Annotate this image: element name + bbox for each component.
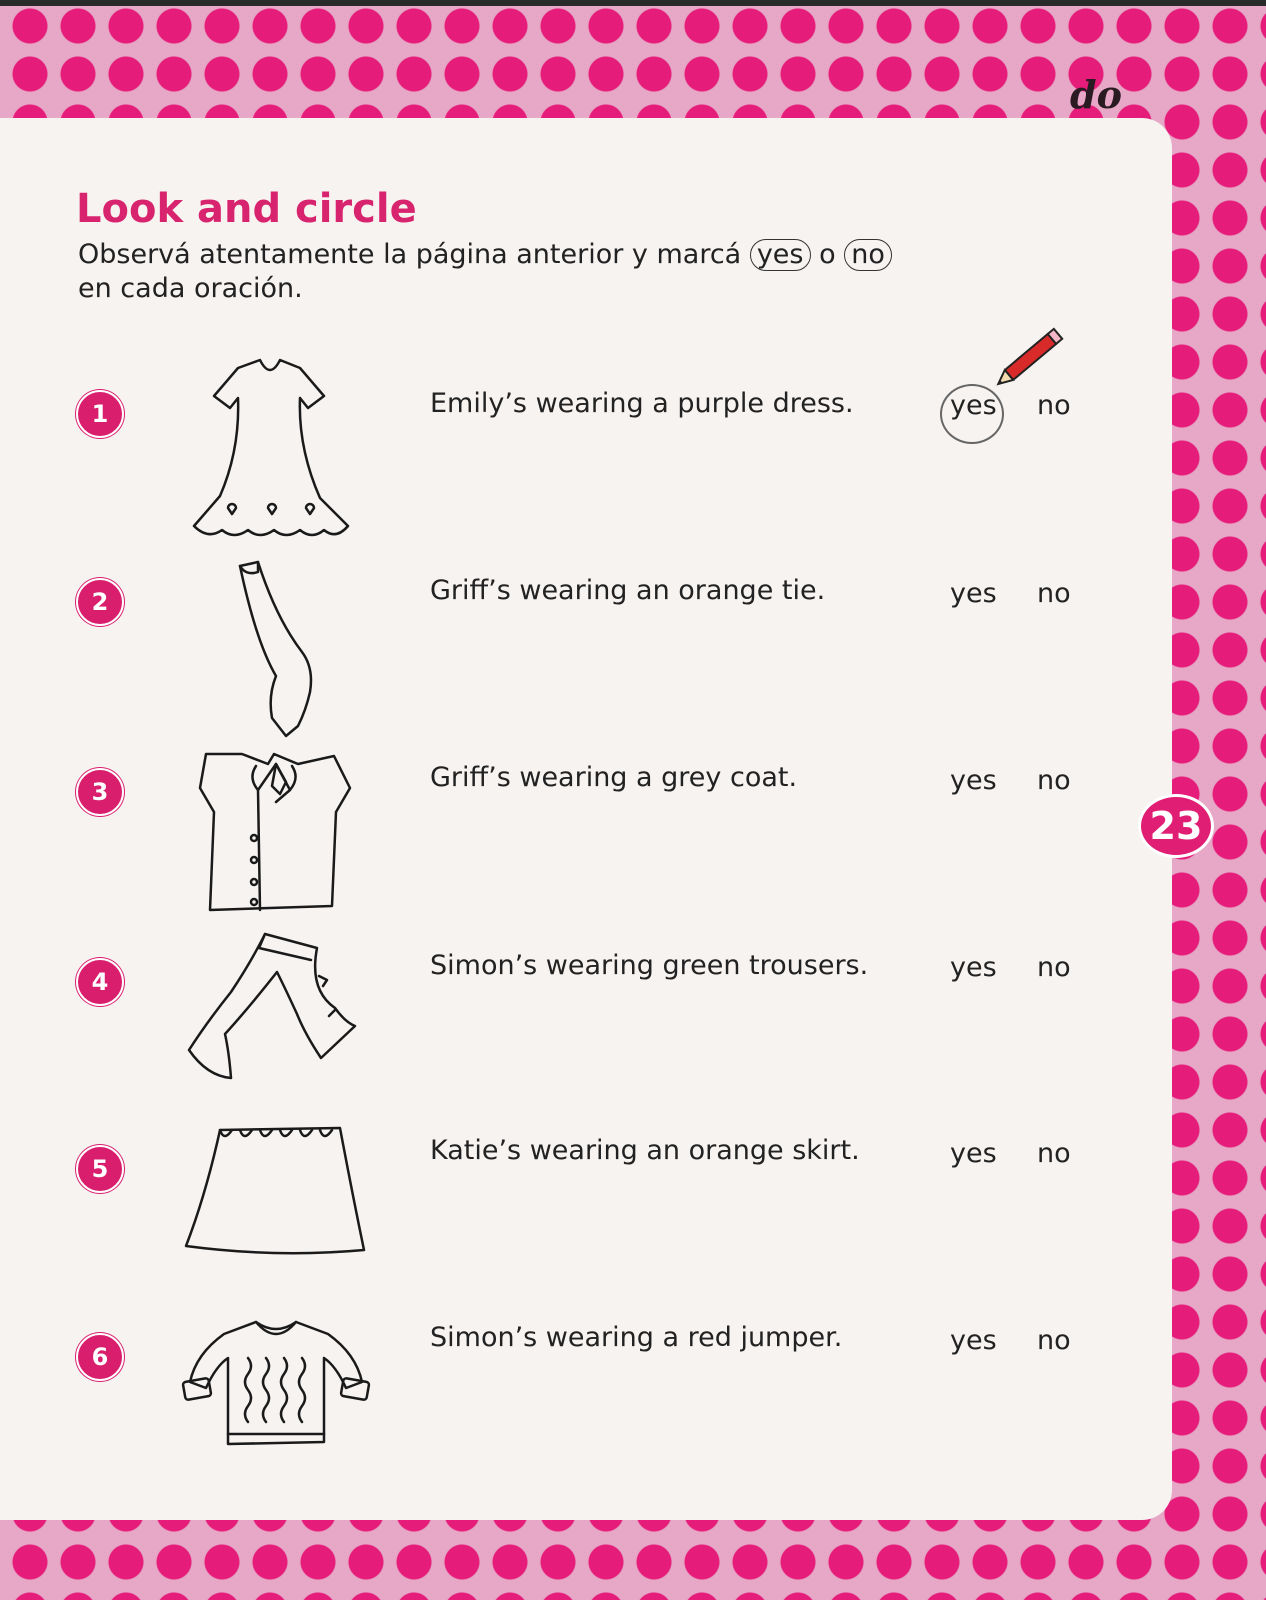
item-sentence: Simon’s wearing a red jumper.: [430, 1322, 843, 1353]
instructions-yes-example: yes: [750, 239, 811, 271]
item-sentence: Griff’s wearing a grey coat.: [430, 762, 798, 793]
item-number: 5: [76, 1145, 124, 1193]
instructions: [78, 238, 1028, 306]
answer-no-option[interactable]: no: [1037, 952, 1071, 983]
instructions-text: Observá atentamente la página anterior y marcá: [78, 239, 742, 270]
answer-no-option[interactable]: no: [1037, 578, 1071, 609]
answer-yes-option[interactable]: yes: [950, 578, 997, 609]
tie-icon: [228, 560, 323, 740]
jumper-icon: [178, 1318, 374, 1458]
answer-no-option[interactable]: no: [1037, 1325, 1071, 1356]
answer-yes-option[interactable]: yes: [950, 952, 997, 983]
instructions-text-end: en cada oración.: [78, 273, 303, 304]
item-sentence: Katie’s wearing an orange skirt.: [430, 1135, 860, 1166]
skirt-icon: [180, 1122, 370, 1262]
item-sentence: Emily’s wearing a purple dress.: [430, 388, 854, 419]
answer-yes-option[interactable]: yes: [950, 1138, 997, 1169]
instructions-connector: o: [819, 239, 836, 270]
answer-no-option[interactable]: no: [1037, 390, 1071, 421]
instructions-no-example: no: [844, 239, 892, 271]
item-number: 4: [76, 958, 124, 1006]
pencil-icon: [985, 322, 1075, 394]
item-number: 3: [76, 768, 124, 816]
item-number: 1: [76, 390, 124, 438]
answer-yes-option[interactable]: yes: [950, 1325, 997, 1356]
answer-yes-option[interactable]: yes: [950, 390, 997, 421]
coat-icon: [198, 742, 358, 922]
page-number-badge: 23: [1138, 794, 1214, 858]
item-sentence: Griff’s wearing an orange tie.: [430, 575, 826, 606]
corner-handwriting: do: [1070, 72, 1122, 117]
item-number: 6: [76, 1333, 124, 1381]
answer-no-option[interactable]: no: [1037, 765, 1071, 796]
scan-top-edge: [0, 0, 1266, 6]
answer-yes-option[interactable]: yes: [950, 765, 997, 796]
item-number: 2: [76, 578, 124, 626]
answer-no-option[interactable]: no: [1037, 1138, 1071, 1169]
item-sentence: Simon’s wearing green trousers.: [430, 950, 869, 981]
page-title: Look and circle: [76, 186, 417, 232]
trousers-icon: [185, 930, 365, 1085]
dress-icon: [188, 358, 353, 543]
